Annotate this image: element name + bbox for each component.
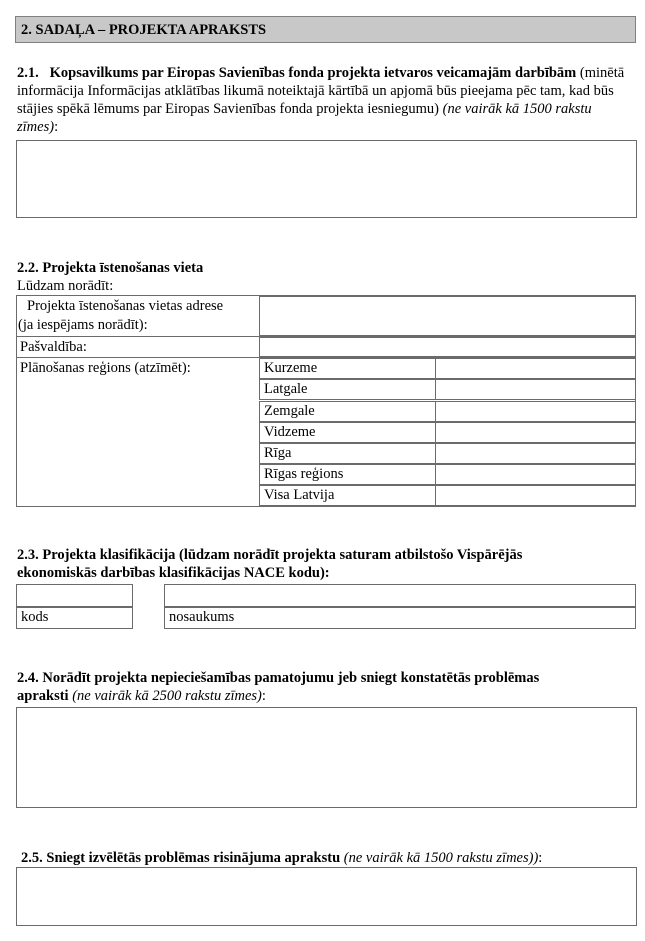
region-latgale-checkbox[interactable] [435,379,636,400]
section-2-1-text [17,64,632,136]
municipality-input[interactable] [259,337,636,357]
section-2-4-title-line2: apraksti [17,688,69,704]
section-2-3-title [17,546,632,582]
section-2-3-title-line2: ekonomiskās darbības klasifikācijas NACE kodu): [17,565,330,581]
section-2-5-title: 2.5. Sniegt izvēlētās problēmas risinājuma aprakstu [21,850,341,866]
nace-name-label: nosaukums [164,607,636,629]
nace-code-label: kods [16,607,133,629]
problem-description-textarea[interactable] [16,707,637,808]
address-label-line1: Projekta īstenošanas vietas adrese [27,298,224,314]
section-2-2-title: 2.2. Projekta īstenošanas vieta [17,260,204,276]
region-kurzeme-checkbox[interactable] [435,358,636,379]
region-visa-latvija: Visa Latvija [259,485,436,506]
section-2-2-instruction: Lūdzam norādīt: [17,278,114,294]
section-2-3-title-line1: 2.3. Projekta klasifikācija (lūdzam norādīt projekta saturam atbilstošo Vispārējās [17,547,523,563]
region-visa-latvija-checkbox[interactable] [435,485,636,506]
section-header: 2. SADAĻA – PROJEKTA APRAKSTS [15,16,636,43]
section-2-1-number: 2.1. [17,65,39,81]
section-2-1-suffix: : [54,119,59,135]
summary-textarea[interactable] [16,140,637,218]
address-input[interactable] [259,296,636,336]
nace-name-input[interactable] [164,584,636,607]
address-label-line2: (ja iespējams norādīt): [18,317,148,333]
region-riga: Rīga [259,443,436,464]
region-riga-checkbox[interactable] [435,443,636,464]
solution-description-textarea[interactable] [16,867,637,926]
section-2-4-text [17,669,632,705]
region-label: Plānošanas reģions (atzīmēt): [20,360,191,376]
nace-code-input[interactable] [16,584,133,607]
section-2-1-description: (minētā informācija Informācijas atklātības likumā noteiktajā kārtībā un apjomā būs pieejama pēc tam, kad būs stājies spēkā lēmums par Eiropas Savienības fonda projekta iesniegumu) [17,65,625,117]
section-2-1-hint: (ne vairāk kā 1500 rakstu zīmes) [17,101,592,135]
region-rigas-regions: Rīgas reģions [259,464,436,485]
region-latgale: Latgale [259,379,436,400]
section-2-1-title: Kopsavilkums par Eiropas Savienības fonda projekta ietvaros veicamajām darbībām [49,65,577,81]
section-2-4-suffix: : [261,688,266,704]
region-rigas-regions-checkbox[interactable] [435,464,636,485]
section-2-4-title-line1: 2.4. Norādīt projekta nepieciešamības pamatojumu jeb sniegt konstatētās problēmas [17,670,540,686]
section-2-5-text [21,849,542,867]
region-vidzeme-checkbox[interactable] [435,422,636,443]
section-2-5-hint: (ne vairāk kā 1500 rakstu zīmes)) [343,850,539,866]
municipality-label: Pašvaldība: [20,339,87,355]
region-vidzeme: Vidzeme [259,422,436,443]
region-zemgale-checkbox[interactable] [435,401,636,422]
address-label [17,297,257,335]
section-2-4-hint: (ne vairāk kā 2500 rakstu zīmes) [72,688,262,704]
region-kurzeme: Kurzeme [259,358,436,379]
region-zemgale: Zemgale [259,401,436,422]
section-2-5-suffix: : [538,850,543,866]
